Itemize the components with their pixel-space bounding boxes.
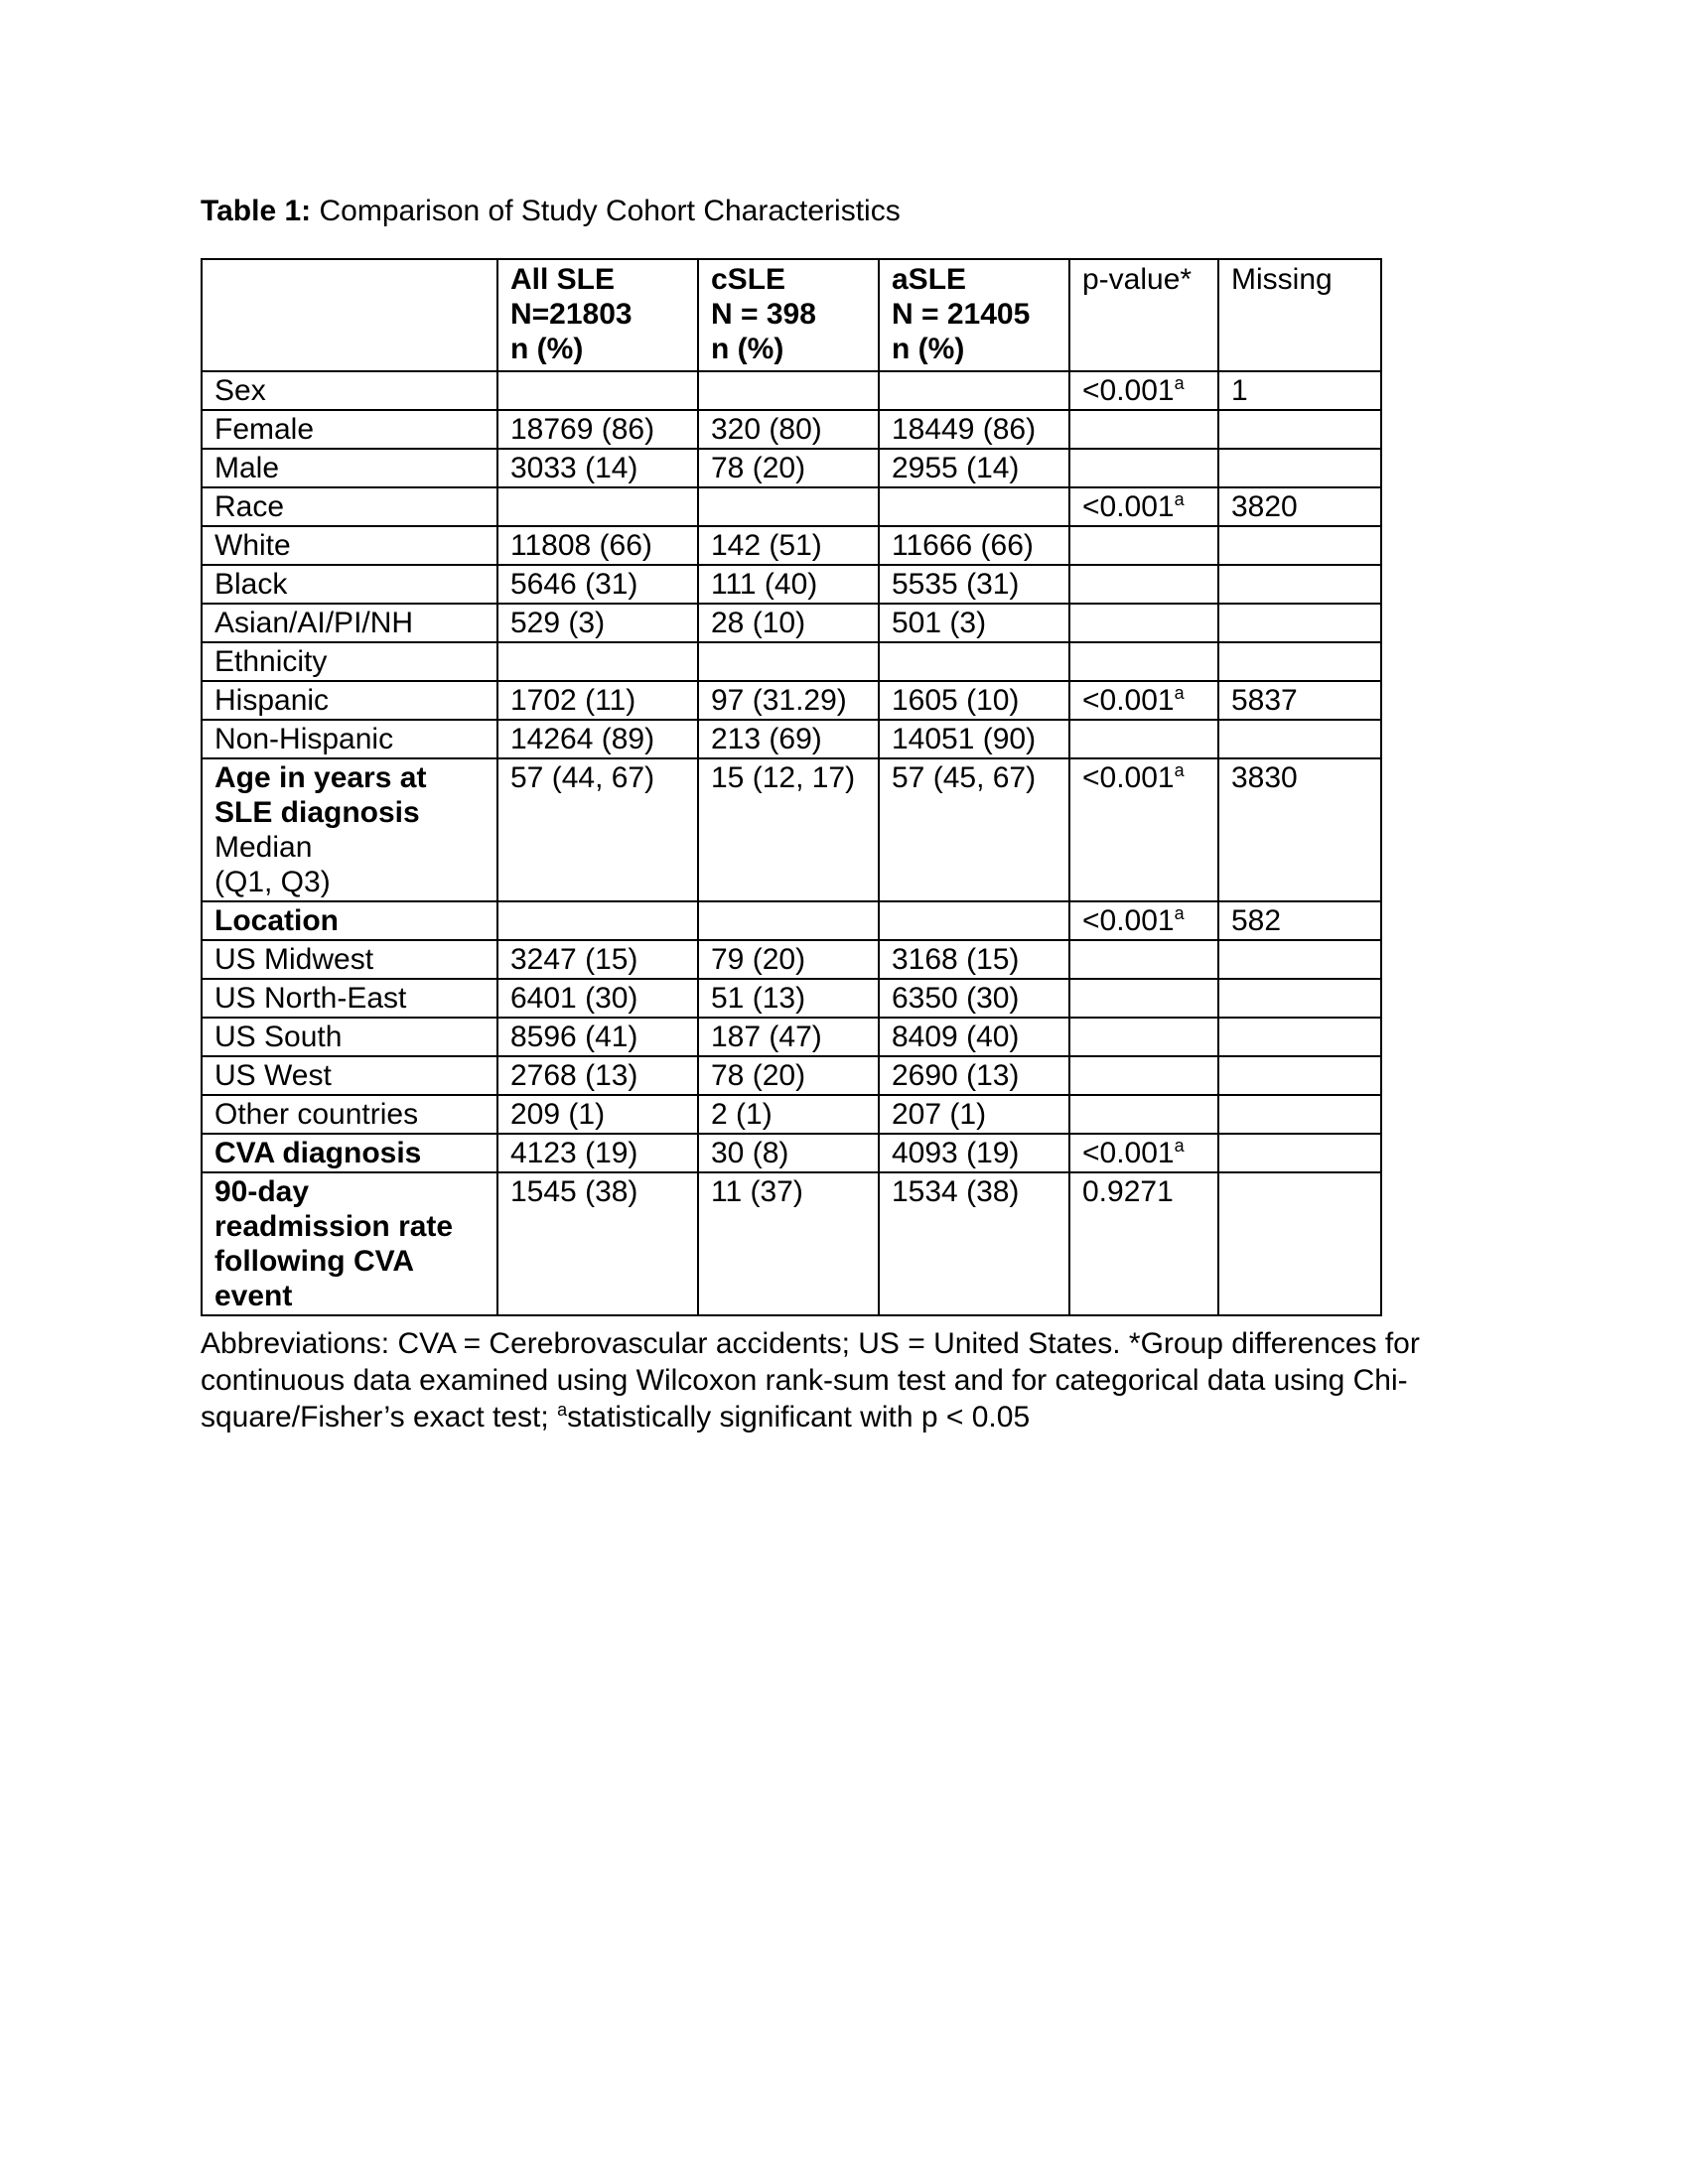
cell-pvalue	[1069, 758, 1218, 901]
cell-asle: 501 (3)	[879, 604, 1069, 642]
cell-asle	[879, 642, 1069, 681]
cell-all-sle: 18769 (86)	[497, 410, 698, 449]
table-caption	[201, 194, 1472, 229]
cell-missing	[1218, 449, 1381, 487]
cell-all-sle: 8596 (41)	[497, 1018, 698, 1056]
table-row	[202, 1134, 1381, 1172]
cell-all-sle: 6401 (30)	[497, 979, 698, 1018]
header-empty-cell	[202, 259, 497, 371]
cell-pvalue	[1069, 487, 1218, 526]
cell-csle: 187 (47)	[698, 1018, 879, 1056]
cell-all-sle: 3247 (15)	[497, 940, 698, 979]
cell-csle	[698, 487, 879, 526]
row-label	[202, 940, 497, 979]
header-line: aSLE	[892, 263, 967, 296]
cell-csle	[698, 642, 879, 681]
cell-asle: 14051 (90)	[879, 720, 1069, 758]
row-label-line: SLE diagnosis	[214, 796, 420, 829]
table-header-row	[202, 259, 1381, 371]
row-label	[202, 1134, 497, 1172]
cell-asle: 4093 (19)	[879, 1134, 1069, 1172]
cell-csle: 78 (20)	[698, 1056, 879, 1095]
cell-asle: 1605 (10)	[879, 681, 1069, 720]
cell-asle: 8409 (40)	[879, 1018, 1069, 1056]
row-label-line: Hispanic	[214, 684, 330, 717]
row-label-line: Black	[214, 568, 288, 601]
header-line: N = 21405	[892, 298, 1031, 331]
row-label-line: Race	[214, 490, 285, 523]
cohort-characteristics-table	[201, 258, 1382, 1316]
row-label	[202, 410, 497, 449]
row-label-line: Location	[214, 904, 339, 937]
table-row	[202, 642, 1381, 681]
row-label-line: US Midwest	[214, 943, 374, 976]
table-row	[202, 1172, 1381, 1315]
table-row	[202, 979, 1381, 1018]
row-label	[202, 371, 497, 410]
row-label	[202, 1172, 497, 1315]
cell-pvalue	[1069, 526, 1218, 565]
header-csle	[698, 259, 879, 371]
cell-csle	[698, 901, 879, 940]
cell-pvalue	[1069, 1134, 1218, 1172]
cell-csle: 142 (51)	[698, 526, 879, 565]
table-row	[202, 1095, 1381, 1134]
table-row	[202, 1018, 1381, 1056]
header-line: n (%)	[711, 333, 784, 365]
cell-csle: 213 (69)	[698, 720, 879, 758]
row-label-line: US West	[214, 1059, 332, 1092]
row-label	[202, 642, 497, 681]
cell-missing	[1218, 526, 1381, 565]
row-label-line: Male	[214, 452, 280, 484]
cell-pvalue	[1069, 901, 1218, 940]
row-label-line: US South	[214, 1021, 343, 1053]
row-label-line: Age in years at	[214, 761, 427, 794]
cell-pvalue	[1069, 681, 1218, 720]
cell-asle	[879, 901, 1069, 940]
cell-missing	[1218, 1134, 1381, 1172]
cell-csle	[698, 371, 879, 410]
row-label-line: (Q1, Q3)	[214, 866, 331, 898]
cell-missing	[1218, 720, 1381, 758]
row-label	[202, 681, 497, 720]
table-caption-number: Table 1:	[201, 195, 312, 227]
row-label	[202, 449, 497, 487]
header-line: N=21803	[510, 298, 633, 331]
footnote-line	[201, 1399, 1462, 1435]
cell-missing	[1218, 604, 1381, 642]
header-line: All SLE	[510, 263, 616, 296]
cell-all-sle: 57 (44, 67)	[497, 758, 698, 901]
cell-all-sle	[497, 642, 698, 681]
cell-csle: 78 (20)	[698, 449, 879, 487]
pvalue-text: <0.001	[1082, 374, 1175, 407]
cell-missing: 5837	[1218, 681, 1381, 720]
cell-pvalue	[1069, 940, 1218, 979]
cell-missing	[1218, 1172, 1381, 1315]
cell-all-sle	[497, 371, 698, 410]
pvalue-text: 0.9271	[1082, 1175, 1174, 1208]
cell-all-sle: 2768 (13)	[497, 1056, 698, 1095]
cell-pvalue	[1069, 979, 1218, 1018]
cell-pvalue	[1069, 449, 1218, 487]
cell-asle: 57 (45, 67)	[879, 758, 1069, 901]
cell-pvalue	[1069, 1056, 1218, 1095]
row-label	[202, 979, 497, 1018]
cell-asle: 18449 (86)	[879, 410, 1069, 449]
table-row	[202, 565, 1381, 604]
cell-missing	[1218, 940, 1381, 979]
cell-asle: 5535 (31)	[879, 565, 1069, 604]
cell-all-sle: 4123 (19)	[497, 1134, 698, 1172]
pvalue-text: <0.001	[1082, 684, 1175, 717]
cell-csle: 111 (40)	[698, 565, 879, 604]
cell-csle: 28 (10)	[698, 604, 879, 642]
cell-all-sle	[497, 487, 698, 526]
cell-all-sle: 1702 (11)	[497, 681, 698, 720]
cell-all-sle: 11808 (66)	[497, 526, 698, 565]
table-row	[202, 940, 1381, 979]
row-label-line: following CVA	[214, 1245, 415, 1278]
cell-csle: 97 (31.29)	[698, 681, 879, 720]
row-label-line: Sex	[214, 374, 266, 407]
header-missing: Missing	[1218, 259, 1381, 371]
cell-all-sle: 1545 (38)	[497, 1172, 698, 1315]
row-label-line: US North-East	[214, 982, 407, 1015]
row-label-line: Ethnicity	[214, 645, 328, 678]
significance-superscript: a	[1174, 1136, 1185, 1156]
pvalue-text: <0.001	[1082, 904, 1175, 937]
cell-missing: 1	[1218, 371, 1381, 410]
table-caption-text: Comparison of Study Cohort Characteristics	[311, 195, 901, 227]
significance-superscript: a	[1174, 760, 1185, 780]
cell-csle: 320 (80)	[698, 410, 879, 449]
cell-pvalue	[1069, 604, 1218, 642]
cell-pvalue	[1069, 1172, 1218, 1315]
header-asle	[879, 259, 1069, 371]
row-label-line: event	[214, 1280, 293, 1312]
table-row	[202, 758, 1381, 901]
row-label	[202, 604, 497, 642]
row-label-line: White	[214, 529, 291, 562]
cell-pvalue	[1069, 371, 1218, 410]
significance-superscript: a	[1174, 373, 1185, 393]
cell-csle: 30 (8)	[698, 1134, 879, 1172]
table-row	[202, 681, 1381, 720]
row-label-line: readmission rate	[214, 1210, 454, 1243]
row-label-line: 90-day	[214, 1175, 310, 1208]
row-label-line: CVA diagnosis	[214, 1137, 422, 1169]
table-row	[202, 449, 1381, 487]
header-line: cSLE	[711, 263, 786, 296]
cell-asle: 11666 (66)	[879, 526, 1069, 565]
cell-missing	[1218, 1095, 1381, 1134]
row-label	[202, 1056, 497, 1095]
row-label-line: Female	[214, 413, 315, 446]
table-footnote	[201, 1325, 1462, 1435]
cell-asle: 3168 (15)	[879, 940, 1069, 979]
cell-pvalue	[1069, 1095, 1218, 1134]
cell-all-sle: 14264 (89)	[497, 720, 698, 758]
row-label-line: Non-Hispanic	[214, 723, 394, 755]
pvalue-text: <0.001	[1082, 761, 1175, 794]
table-row	[202, 410, 1381, 449]
cell-missing	[1218, 979, 1381, 1018]
row-label	[202, 758, 497, 901]
footnote-line: Abbreviations: CVA = Cerebrovascular accidents; US = United States. *Group differences for	[201, 1327, 1420, 1360]
row-label	[202, 1018, 497, 1056]
row-label-line: Median	[214, 831, 313, 864]
cell-missing: 3820	[1218, 487, 1381, 526]
cell-missing	[1218, 410, 1381, 449]
header-line: n (%)	[892, 333, 965, 365]
row-label	[202, 526, 497, 565]
cell-asle: 207 (1)	[879, 1095, 1069, 1134]
pvalue-text: <0.001	[1082, 1137, 1175, 1169]
row-label	[202, 720, 497, 758]
table-body	[202, 259, 1381, 1315]
row-label-line: Other countries	[214, 1098, 419, 1131]
cell-missing	[1218, 1018, 1381, 1056]
cell-missing	[1218, 1056, 1381, 1095]
cell-asle: 2955 (14)	[879, 449, 1069, 487]
cell-csle: 2 (1)	[698, 1095, 879, 1134]
significance-superscript: a	[1174, 903, 1185, 923]
cell-missing	[1218, 642, 1381, 681]
header-pvalue: p-value*	[1069, 259, 1218, 371]
header-line: N = 398	[711, 298, 816, 331]
cell-asle	[879, 487, 1069, 526]
table-row	[202, 1056, 1381, 1095]
significance-superscript: a	[557, 1400, 568, 1420]
cell-missing	[1218, 565, 1381, 604]
cell-all-sle: 5646 (31)	[497, 565, 698, 604]
row-label	[202, 565, 497, 604]
cell-asle	[879, 371, 1069, 410]
table-row	[202, 487, 1381, 526]
cell-all-sle	[497, 901, 698, 940]
footnote-line: continuous data examined using Wilcoxon rank-sum test and for categorical data using Chi-	[201, 1364, 1408, 1397]
table-row	[202, 526, 1381, 565]
cell-all-sle: 3033 (14)	[497, 449, 698, 487]
footnote-text: square/Fisher’s exact test;	[201, 1401, 558, 1433]
significance-superscript: a	[1174, 489, 1185, 509]
cell-all-sle: 209 (1)	[497, 1095, 698, 1134]
row-label	[202, 487, 497, 526]
header-line: n (%)	[510, 333, 584, 365]
cell-missing: 3830	[1218, 758, 1381, 901]
table-row	[202, 371, 1381, 410]
row-label-line: Asian/AI/PI/NH	[214, 607, 414, 639]
cell-csle: 51 (13)	[698, 979, 879, 1018]
cell-csle: 15 (12, 17)	[698, 758, 879, 901]
table-row	[202, 604, 1381, 642]
table-row	[202, 901, 1381, 940]
cell-csle: 11 (37)	[698, 1172, 879, 1315]
cell-asle: 2690 (13)	[879, 1056, 1069, 1095]
cell-pvalue	[1069, 410, 1218, 449]
cell-pvalue	[1069, 720, 1218, 758]
row-label	[202, 901, 497, 940]
table-row	[202, 720, 1381, 758]
cell-pvalue	[1069, 1018, 1218, 1056]
cell-asle: 1534 (38)	[879, 1172, 1069, 1315]
footnote-text: statistically significant with p < 0.05	[567, 1401, 1031, 1433]
page-content	[201, 194, 1472, 1435]
cell-all-sle: 529 (3)	[497, 604, 698, 642]
cell-pvalue	[1069, 642, 1218, 681]
significance-superscript: a	[1174, 683, 1185, 703]
header-all-sle	[497, 259, 698, 371]
cell-csle: 79 (20)	[698, 940, 879, 979]
cell-missing: 582	[1218, 901, 1381, 940]
pvalue-text: <0.001	[1082, 490, 1175, 523]
cell-pvalue	[1069, 565, 1218, 604]
cell-asle: 6350 (30)	[879, 979, 1069, 1018]
row-label	[202, 1095, 497, 1134]
